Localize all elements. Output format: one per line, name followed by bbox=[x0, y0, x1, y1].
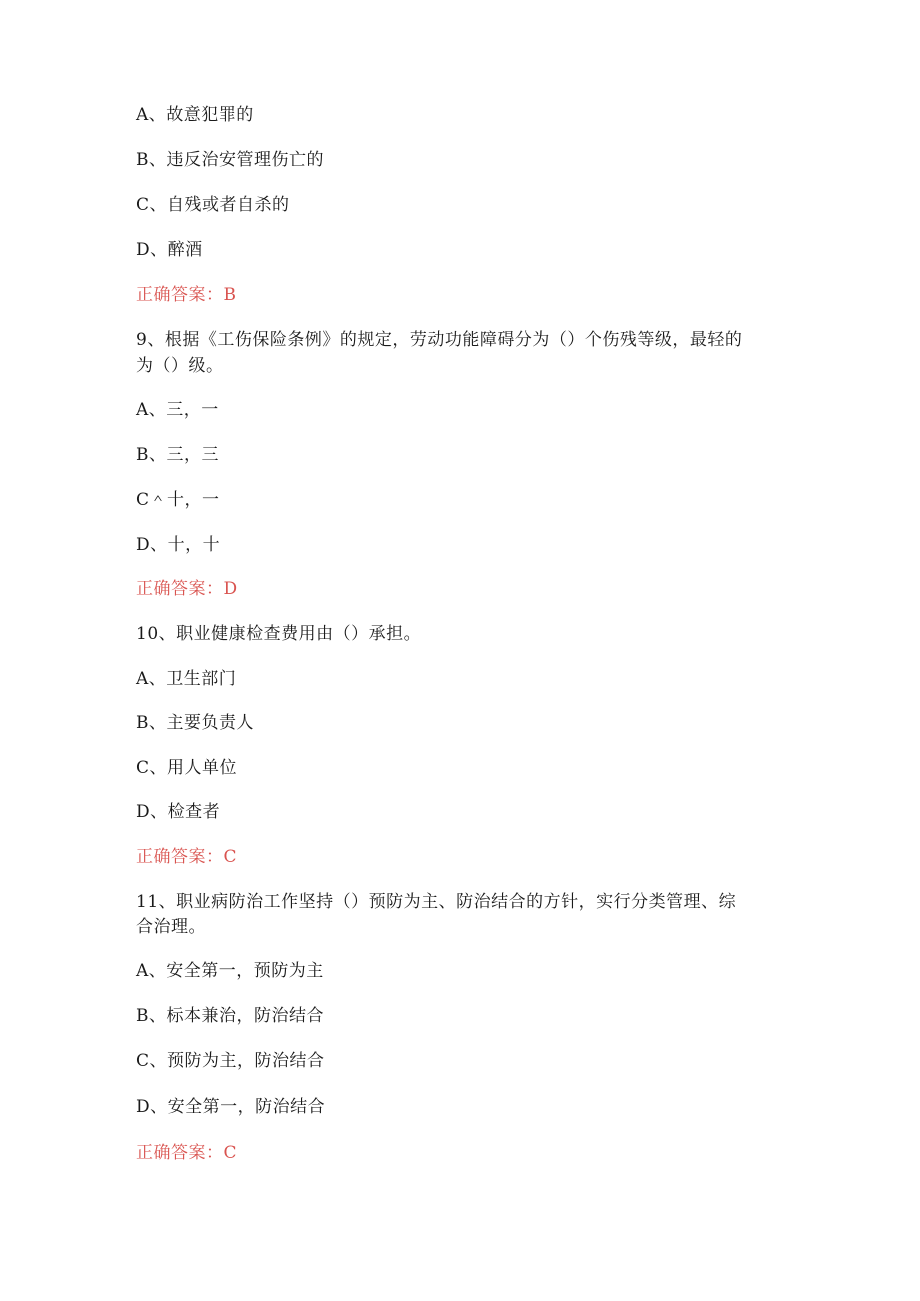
q10-question: 10、职业健康检查费用由（）承担。 bbox=[136, 624, 422, 644]
q9-option-a: A、三，一 bbox=[136, 400, 219, 420]
q8-option-a: A、故意犯罪的 bbox=[136, 105, 254, 125]
q9-answer: 正确答案：D bbox=[136, 579, 238, 599]
q11-option-d: D、安全第一，防治结合 bbox=[136, 1097, 326, 1117]
q11-option-a: A、安全第一，预防为主 bbox=[136, 961, 324, 981]
q9-option-b: B、三，三 bbox=[136, 445, 219, 465]
q11-question-line2: 合治理。 bbox=[136, 917, 206, 937]
q10-option-c: C、用人单位 bbox=[136, 758, 238, 778]
q9-question-line2: 为（）级。 bbox=[136, 356, 224, 376]
q10-option-a: A、卫生部门 bbox=[136, 669, 237, 689]
q11-question-line1: 11、职业病防治工作坚持（）预防为主、防治结合的方针，实行分类管理、综 bbox=[136, 892, 737, 912]
q11-option-c: C、预防为主，防治结合 bbox=[136, 1051, 325, 1071]
q8-option-b: B、违反治安管理伤亡的 bbox=[136, 150, 324, 170]
q9-option-d: D、十，十 bbox=[136, 535, 221, 555]
q8-answer: 正确答案：B bbox=[136, 285, 237, 305]
q8-option-c: C、自残或者自杀的 bbox=[136, 195, 290, 215]
q9-option-c: C＾十，一 bbox=[136, 490, 220, 510]
q10-option-b: B、主要负责人 bbox=[136, 713, 254, 733]
q10-answer: 正确答案：C bbox=[136, 847, 238, 867]
q10-option-d: D、检查者 bbox=[136, 802, 221, 822]
q9-question-line1: 9、根据《工伤保险条例》的规定，劳动功能障碍分为（）个伤残等级，最轻的 bbox=[136, 330, 743, 350]
q11-answer: 正确答案：C bbox=[136, 1143, 238, 1163]
q11-option-b: B、标本兼治，防治结合 bbox=[136, 1006, 324, 1026]
q8-option-d: D、醉酒 bbox=[136, 240, 203, 260]
